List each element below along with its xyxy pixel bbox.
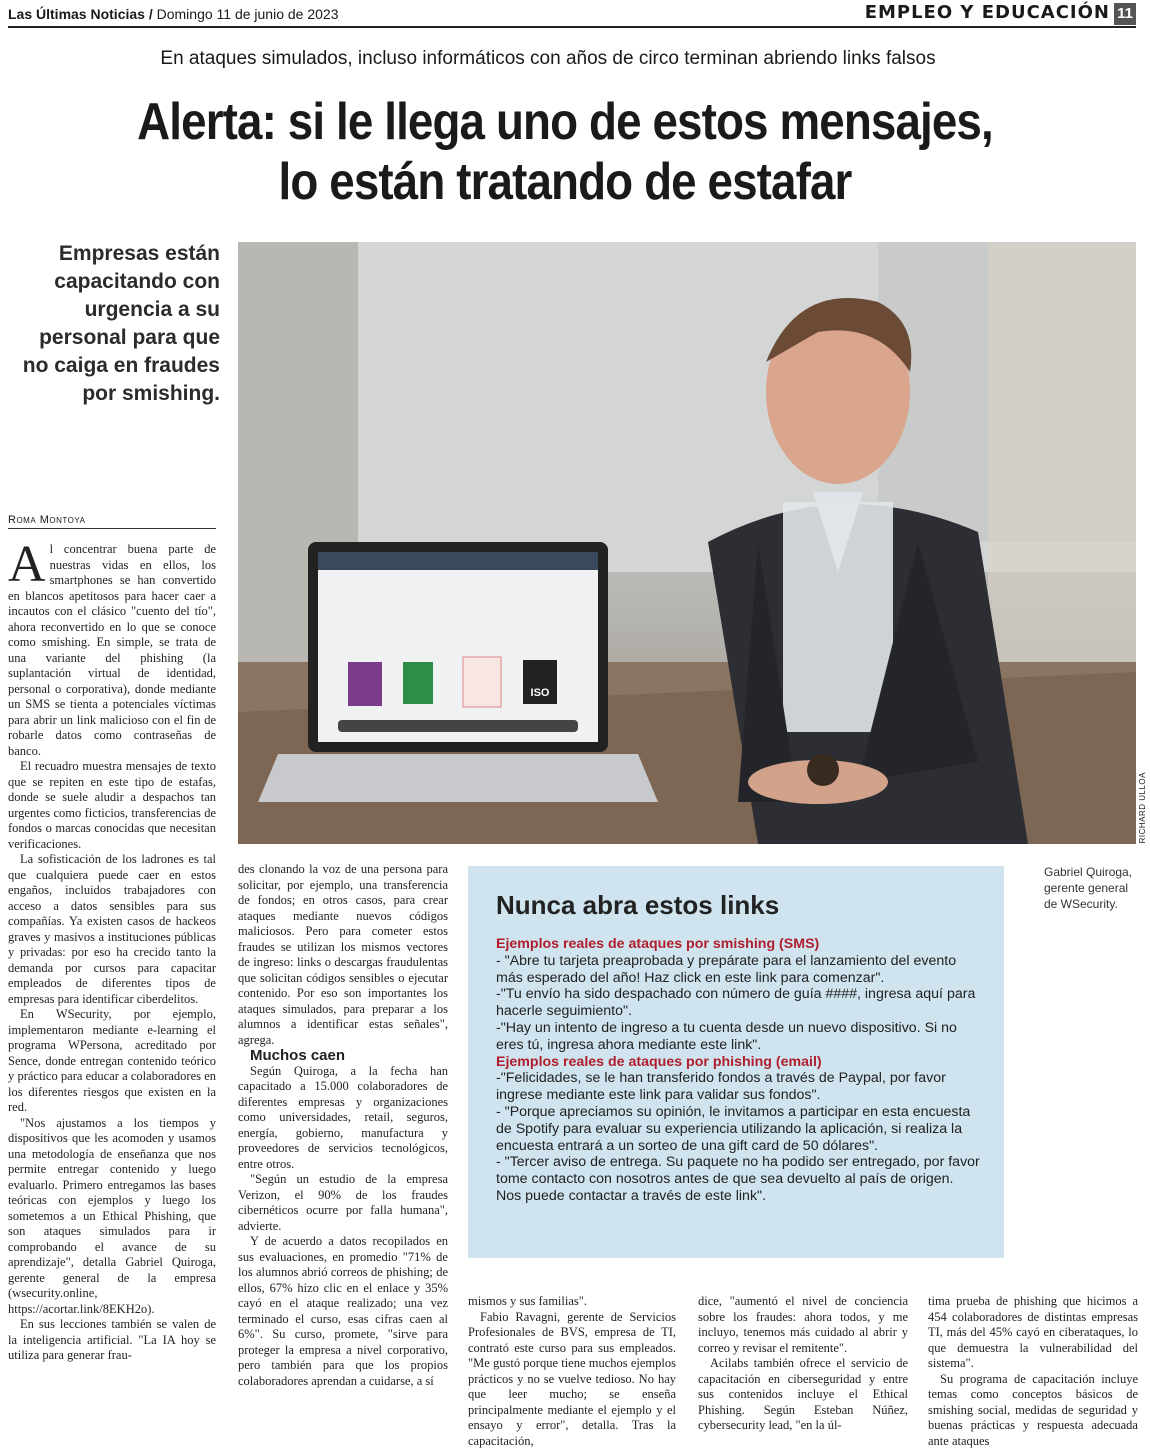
paragraph: El recuadro muestra mensajes de texto que se repiten en este tipo de estafas, donde se suele aludir a despachos tan urgentes como ficticios, transferencias de fondos o marcas conocidas que necesitan verificaciones. <box>8 759 216 851</box>
sms-example: - "Abre tu tarjeta preaprobada y prepárate para el lanzamiento del evento más esperado del año! Haz click en este link para comenzar". <box>496 952 957 986</box>
section-subtitle: Muchos caen <box>250 1047 346 1064</box>
screen-iso-label: ISO <box>530 687 550 699</box>
paragraph <box>8 536 216 759</box>
paragraph: des clonando la voz de una persona para solicitar, por ejemplo, una transferencia de fondos; en otros casos, para crear ataques mediante nuevos códigos maliciosos. Pero para cometer estos fraudes se utilizan los mismos vectores de ingreso: links o descargas fraudulentas que solicitan códigos sensibles o ejecutar contenido. Por eso son importantes los ataques simulados, para preparar a los alumnos a identificar estas señales", agrega. <box>238 862 448 1047</box>
sms-heading: Ejemplos reales de ataques por smishing (SMS) <box>496 936 820 952</box>
photo-illustration <box>238 242 1136 844</box>
paragraph: tima prueba de phishing que hicimos a 454 colaboradores de distintas empresas TI, más del 45% cayó en ciberataques, lo que demuestra la vulnerabilidad del sistema". <box>928 1294 1138 1370</box>
article-kicker: En ataques simulados, incluso informáticos con años de circo terminan abriendo links falsos <box>160 48 936 69</box>
paragraph: Su programa de capacitación incluye temas como conceptos básicos de smishing social, medidas de seguridad y buenas prácticas y respuesta adecuada ante ataques <box>928 1371 1138 1448</box>
article-photo <box>238 242 1136 844</box>
sms-example: -"Tu envío ha sido despachado con número de guía ####, ingresa aquí para hacerle seguimiento". <box>496 986 976 1020</box>
paragraph: En sus lecciones también se valen de la inteligencia artificial. "La IA hoy se utiliza para generar frau- <box>8 1317 216 1362</box>
issue-date: Domingo 11 de junio de 2023 <box>156 6 339 22</box>
email-example: - "Tercer aviso de entrega. Su paquete no ha podido ser entregado, por favor tome contacto con nosotros antes de que sea devuelto al país de origen. Nos puede contactar a través de este link". <box>496 1154 980 1204</box>
paragraph: "Nos ajustamos a los tiempos y dispositivos que les acomoden y usamos una metodología de enseñanza que nos permite entregar contenido y luego evaluarlo. Primero entregamos las bases teóricas con ejemplos y luego los sometemos a un Ethical Phishing, que son ataques simulados para ir comprobando el avance de su aprendizaje", detalla Gabriel Quiroga, gerente general de la empresa (wsecurity.online, https://acortar.link/8EKH2o). <box>8 1115 216 1316</box>
email-example: - "Porque apreciamos su opinión, le invitamos a participar en esta encuesta de Spotify para evaluar su experiencia utilizando la aplicación, si realiza la encuesta entrará a un sorteo de una gift card de 50 dólares". <box>496 1103 971 1154</box>
byline-divider <box>8 528 216 529</box>
paragraph-text: l concentrar buena parte de nuestras vidas en ellos, los smartphones se han convertido en blancos apetitosos para hacer caer a incautos con el clásico "cuento del tío", ahora reconvertido en lo que se conoce como smishing. En simple, se trata de una variante del phishing (la suplantación virtual de identidad, personal o corporativa), donde mediante un SMS se tienta a potenciales víctimas para abrir un link malicioso con el fin de robarle datos como contraseñas de banco. <box>8 542 216 758</box>
header-divider <box>8 26 1136 28</box>
dropcap: A <box>8 536 46 593</box>
paragraph: mismos y sus familias". <box>468 1294 587 1308</box>
photo-caption: Gabriel Quiroga, gerente general de WSecurity. <box>1044 865 1133 911</box>
box-title: Nunca abra estos links <box>496 890 780 920</box>
paragraph: Acilabs también ofrece el servicio de capacitación en ciberseguridad y entre sus contenidos incluye el Ethical Phishing. Según Esteban Núñez, cybersecurity lead, "en la úl- <box>698 1356 908 1432</box>
paragraph: Y de acuerdo a datos recopilados en sus evaluaciones, en promedio "71% de los alumnos abrió correos de phishing; de ellos, 67% hizo clic en el enlace y 35% cayó en el ataque realizado; una vez terminado el curso, esas cifras caen al 6%". Su curso, promete, "sirve para proteger la empresa a nivel corporativo, pero también para que los propios colaboradores aprendan a cuidarse, a sí <box>238 1234 448 1388</box>
masthead-separator: / <box>148 6 153 22</box>
article-column-2 <box>238 862 448 1389</box>
paragraph: "Según un estudio de la empresa Verizon, el 90% de los fraudes cibernéticos ocurre por falla humana", advierte. <box>238 1172 448 1233</box>
paragraph: En WSecurity, por ejemplo, implementaron mediante e-learning el programa WPersona, acreditado por Sence, donde entregan contenido teórico y práctico para educar a colaboradores en los diferentes riesgos que existen en la red. <box>8 1007 216 1114</box>
page-number: 11 <box>1114 3 1136 25</box>
box-body <box>496 936 980 1205</box>
article-column-5 <box>928 1294 1138 1449</box>
article-column-1 <box>8 536 216 1364</box>
paragraph: Según Quiroga, a la fecha han capacitado a 15.000 colaboradores de diferentes empresas y organizaciones como universidades, retail, seguros, energía, gobierno, manufactura y proveedores de servicios tecnológicos, entre otros. <box>238 1063 448 1171</box>
byline: Roma Montoya <box>8 514 86 526</box>
article-column-3 <box>468 1294 676 1449</box>
email-example: -"Felicidades, se le han transferido fondos a través de Paypal, por favor ingrese mediante este link para validar sus fondos". <box>496 1070 946 1104</box>
paper-name: Las Últimas Noticias <box>8 6 145 22</box>
headline-line-1: Alerta: si le llega uno de estos mensajes, <box>137 93 993 151</box>
email-heading: Ejemplos reales de ataques por phishing (email) <box>496 1053 822 1070</box>
article-column-4 <box>698 1294 908 1434</box>
article-subhead: Empresas están capacitando con urgencia a su personal para que no caiga en fraudes por smishing. <box>22 242 220 405</box>
paragraph: dice, "aumentó el nivel de conciencia sobre los fraudes: ahora todos, y me incluyo, tenemos más cuidado al abrir y correo y revisar el remitente". <box>698 1294 908 1355</box>
sms-example: -"Hay un intento de ingreso a tu cuenta desde un nuevo dispositivo. Si no eres tú, ingresa ahora mediante este link". <box>496 1019 957 1053</box>
paragraph: La sofisticación de los ladrones es tal que cualquiera puede caer en estos engaños, incluidos trabajadores con acceso a datos sensibles para sus compañías. Ya existen casos de hackeos graves y masivos a instituciones públicas y privadas: por eso ha crecido tanto la demanda por cursos para capacitar empleados de diferentes tipos de empresas para identificar ciberdelitos. <box>8 852 216 1006</box>
headline-line-2: lo están tratando de estafar <box>278 153 852 211</box>
masthead <box>8 6 339 22</box>
article-headline <box>68 92 1062 212</box>
section-label: EMPLEO Y EDUCACIÓN <box>864 2 1110 23</box>
photo-credit: RICHARD ULLOA <box>1138 772 1147 844</box>
paragraph: Fabio Ravagni, gerente de Servicios Profesionales de BVS, empresa de TI, contrató este curso para sus empleados. "Me gustó porque tiene muchos ejemplos prácticos y no se vuelve tedioso. No hay que leer mucho; se enseña principalmente mediante el ejemplo y el ensayo y error", detalla. Tras la capacitación, <box>468 1309 676 1448</box>
